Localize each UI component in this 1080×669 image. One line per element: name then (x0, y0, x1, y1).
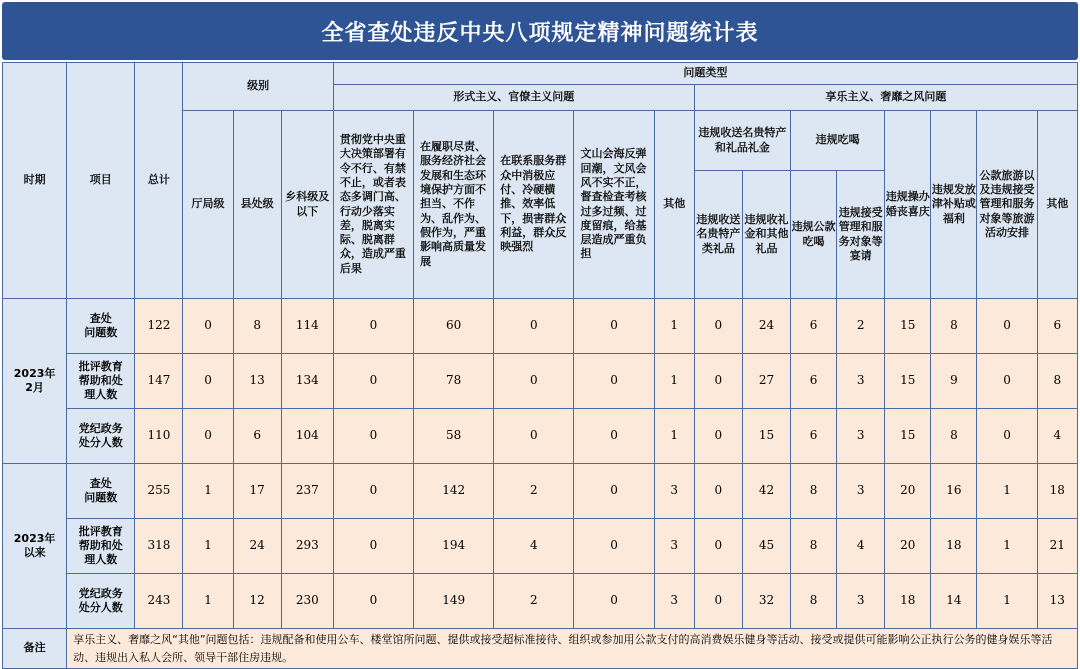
header-gift-col: 违规收送名贵特产类礼品 (694, 171, 742, 299)
table-cell: 2 (494, 574, 574, 629)
table-cell: 16 (931, 464, 977, 519)
table-cell: 0 (574, 519, 654, 574)
table-cell: 8 (1037, 354, 1077, 409)
table-cell: 15 (885, 354, 931, 409)
table-cell: 0 (694, 574, 742, 629)
table-cell: 1 (654, 299, 694, 354)
row-item-label: 批评教育 帮助和处 理人数 (67, 354, 135, 409)
row-item-label: 查处 问题数 (67, 299, 135, 354)
table-cell: 0 (494, 409, 574, 464)
table-cell: 0 (333, 574, 413, 629)
table-cell: 149 (414, 574, 494, 629)
table-cell: 147 (135, 354, 183, 409)
table-cell: 104 (281, 409, 333, 464)
table-cell: 15 (885, 409, 931, 464)
table-cell: 2 (494, 464, 574, 519)
table-cell: 0 (574, 464, 654, 519)
table-row (3, 574, 1078, 629)
table-cell: 78 (414, 354, 494, 409)
table-cell: 230 (281, 574, 333, 629)
table-cell: 0 (494, 299, 574, 354)
table-cell: 3 (837, 409, 885, 464)
table-cell: 32 (742, 574, 790, 629)
table-cell: 0 (574, 354, 654, 409)
table-cell: 243 (135, 574, 183, 629)
table-cell: 24 (233, 519, 281, 574)
table-row (3, 519, 1078, 574)
table-cell: 194 (414, 519, 494, 574)
header-formalism-col: 在履职尽责、服务经济社会发展和生态环境保护方面不担当、不作为、乱作为、假作为，严重影响高质量发展 (414, 111, 494, 299)
table-cell: 1 (977, 464, 1037, 519)
table-cell: 18 (931, 519, 977, 574)
row-item-label: 党纪政务 处分人数 (67, 409, 135, 464)
header-item: 项目 (67, 63, 135, 299)
header-problem-type: 问题类型 (333, 63, 1077, 85)
header-formalism-col: 贯彻党中央重大决策部署有令不行、有禁不止，或者表态多调门高、行动少落实差，脱离实际、脱离群众，造成严重后果 (333, 111, 413, 299)
header-hedonism-col: 其他 (1037, 111, 1077, 299)
table-cell: 15 (742, 409, 790, 464)
header-gift-col: 违规收礼金和其他礼品 (742, 171, 790, 299)
table-cell: 0 (183, 409, 233, 464)
table-cell: 114 (281, 299, 333, 354)
table-cell: 0 (574, 409, 654, 464)
header-meal-col: 违规公款吃喝 (791, 171, 837, 299)
table-cell: 3 (837, 464, 885, 519)
row-item-label: 查处 问题数 (67, 464, 135, 519)
table-cell: 0 (694, 299, 742, 354)
header-level: 级别 (183, 63, 333, 111)
table-cell: 12 (233, 574, 281, 629)
table-row (3, 464, 1078, 519)
table-cell: 4 (837, 519, 885, 574)
table-cell: 0 (977, 299, 1037, 354)
header-formalism: 形式主义、官僚主义问题 (333, 85, 694, 111)
table-cell: 0 (694, 409, 742, 464)
table-cell: 18 (1037, 464, 1077, 519)
table-row (3, 354, 1078, 409)
table-cell: 8 (791, 519, 837, 574)
table-body (3, 299, 1078, 629)
table-cell: 0 (694, 354, 742, 409)
table-cell: 60 (414, 299, 494, 354)
table-cell: 6 (791, 354, 837, 409)
table-cell: 3 (654, 519, 694, 574)
table-cell: 142 (414, 464, 494, 519)
table-cell: 8 (791, 574, 837, 629)
period-label: 2023年 以来 (3, 464, 67, 629)
table-cell: 237 (281, 464, 333, 519)
table-cell: 1 (654, 354, 694, 409)
table-cell: 6 (1037, 299, 1077, 354)
table-cell: 3 (654, 574, 694, 629)
table-cell: 1 (183, 574, 233, 629)
header-total: 总计 (135, 63, 183, 299)
table-cell: 0 (183, 354, 233, 409)
table-cell: 20 (885, 519, 931, 574)
header-period: 时期 (3, 63, 67, 299)
table-cell: 17 (233, 464, 281, 519)
page-title: 全省查处违反中央八项规定精神问题统计表 (2, 2, 1078, 60)
table-cell: 0 (333, 299, 413, 354)
table-row (3, 409, 1078, 464)
table-cell: 24 (742, 299, 790, 354)
header-formalism-col: 文山会海反弹回潮，文风会风不实不正，督查检查考核过多过频、过度留痕，给基层造成严重负担 (574, 111, 654, 299)
header-gift-group: 违规收送名贵特产和礼品礼金 (694, 111, 790, 171)
table-cell: 20 (885, 464, 931, 519)
row-item-label: 批评教育 帮助和处 理人数 (67, 519, 135, 574)
statistics-table (2, 62, 1078, 669)
table-cell: 45 (742, 519, 790, 574)
note-text: 享乐主义、奢靡之风“其他”问题包括：违规配备和使用公车、楼堂馆所问题、提供或接受超标准接待、组织或参加用公款支付的高消费娱乐健身等活动、接受或提供可能影响公正执行公务的健身娱乐等活动、违规出入私人会所、领导干部住房违规。 (67, 629, 1078, 669)
table-cell: 122 (135, 299, 183, 354)
header-hedonism-col: 公款旅游以及违规接受管理和服务对象等旅游活动安排 (977, 111, 1037, 299)
period-label: 2023年 2月 (3, 299, 67, 464)
table-cell: 1 (183, 519, 233, 574)
table-cell: 3 (654, 464, 694, 519)
table-cell: 18 (885, 574, 931, 629)
table-cell: 0 (494, 354, 574, 409)
header-hedonism-col: 违规操办婚丧喜庆 (885, 111, 931, 299)
table-cell: 15 (885, 299, 931, 354)
table-cell: 58 (414, 409, 494, 464)
note-label: 备注 (3, 629, 67, 669)
table-cell: 0 (977, 409, 1037, 464)
table-cell: 6 (791, 299, 837, 354)
table-cell: 293 (281, 519, 333, 574)
table-cell: 0 (183, 299, 233, 354)
table-cell: 2 (837, 299, 885, 354)
table-cell: 4 (1037, 409, 1077, 464)
table-cell: 0 (333, 464, 413, 519)
table-cell: 1 (977, 574, 1037, 629)
header-meal-col: 违规接受管理和服务对象等宴请 (837, 171, 885, 299)
table-cell: 318 (135, 519, 183, 574)
table-cell: 4 (494, 519, 574, 574)
table-cell: 9 (931, 354, 977, 409)
table-cell: 13 (1037, 574, 1077, 629)
table-cell: 1 (977, 519, 1037, 574)
table-cell: 110 (135, 409, 183, 464)
header-level-col: 乡科级及以下 (281, 111, 333, 299)
table-cell: 6 (791, 409, 837, 464)
table-cell: 0 (333, 354, 413, 409)
table-cell: 0 (694, 519, 742, 574)
table-cell: 3 (837, 574, 885, 629)
table-cell: 13 (233, 354, 281, 409)
table-cell: 255 (135, 464, 183, 519)
table-cell: 0 (333, 519, 413, 574)
table-cell: 0 (574, 299, 654, 354)
table-cell: 8 (931, 409, 977, 464)
table-row (3, 299, 1078, 354)
header-meal-group: 违规吃喝 (791, 111, 885, 171)
table-cell: 8 (791, 464, 837, 519)
table-cell: 21 (1037, 519, 1077, 574)
row-item-label: 党纪政务 处分人数 (67, 574, 135, 629)
header-hedonism: 享乐主义、奢靡之风问题 (694, 85, 1077, 111)
table-cell: 1 (654, 409, 694, 464)
table-cell: 6 (233, 409, 281, 464)
table-cell: 134 (281, 354, 333, 409)
table-cell: 0 (333, 409, 413, 464)
header-formalism-col: 其他 (654, 111, 694, 299)
header-level-col: 县处级 (233, 111, 281, 299)
table-cell: 27 (742, 354, 790, 409)
table-cell: 3 (837, 354, 885, 409)
header-formalism-col: 在联系服务群众中消极应付、冷硬横推、效率低下，损害群众利益，群众反映强烈 (494, 111, 574, 299)
header-level-col: 厅局级 (183, 111, 233, 299)
header-hedonism-col: 违规发放津补贴或福利 (931, 111, 977, 299)
table-cell: 0 (977, 354, 1037, 409)
table-cell: 42 (742, 464, 790, 519)
table-cell: 8 (931, 299, 977, 354)
table-cell: 0 (694, 464, 742, 519)
table-cell: 14 (931, 574, 977, 629)
table-cell: 8 (233, 299, 281, 354)
table-cell: 1 (183, 464, 233, 519)
table-cell: 0 (574, 574, 654, 629)
